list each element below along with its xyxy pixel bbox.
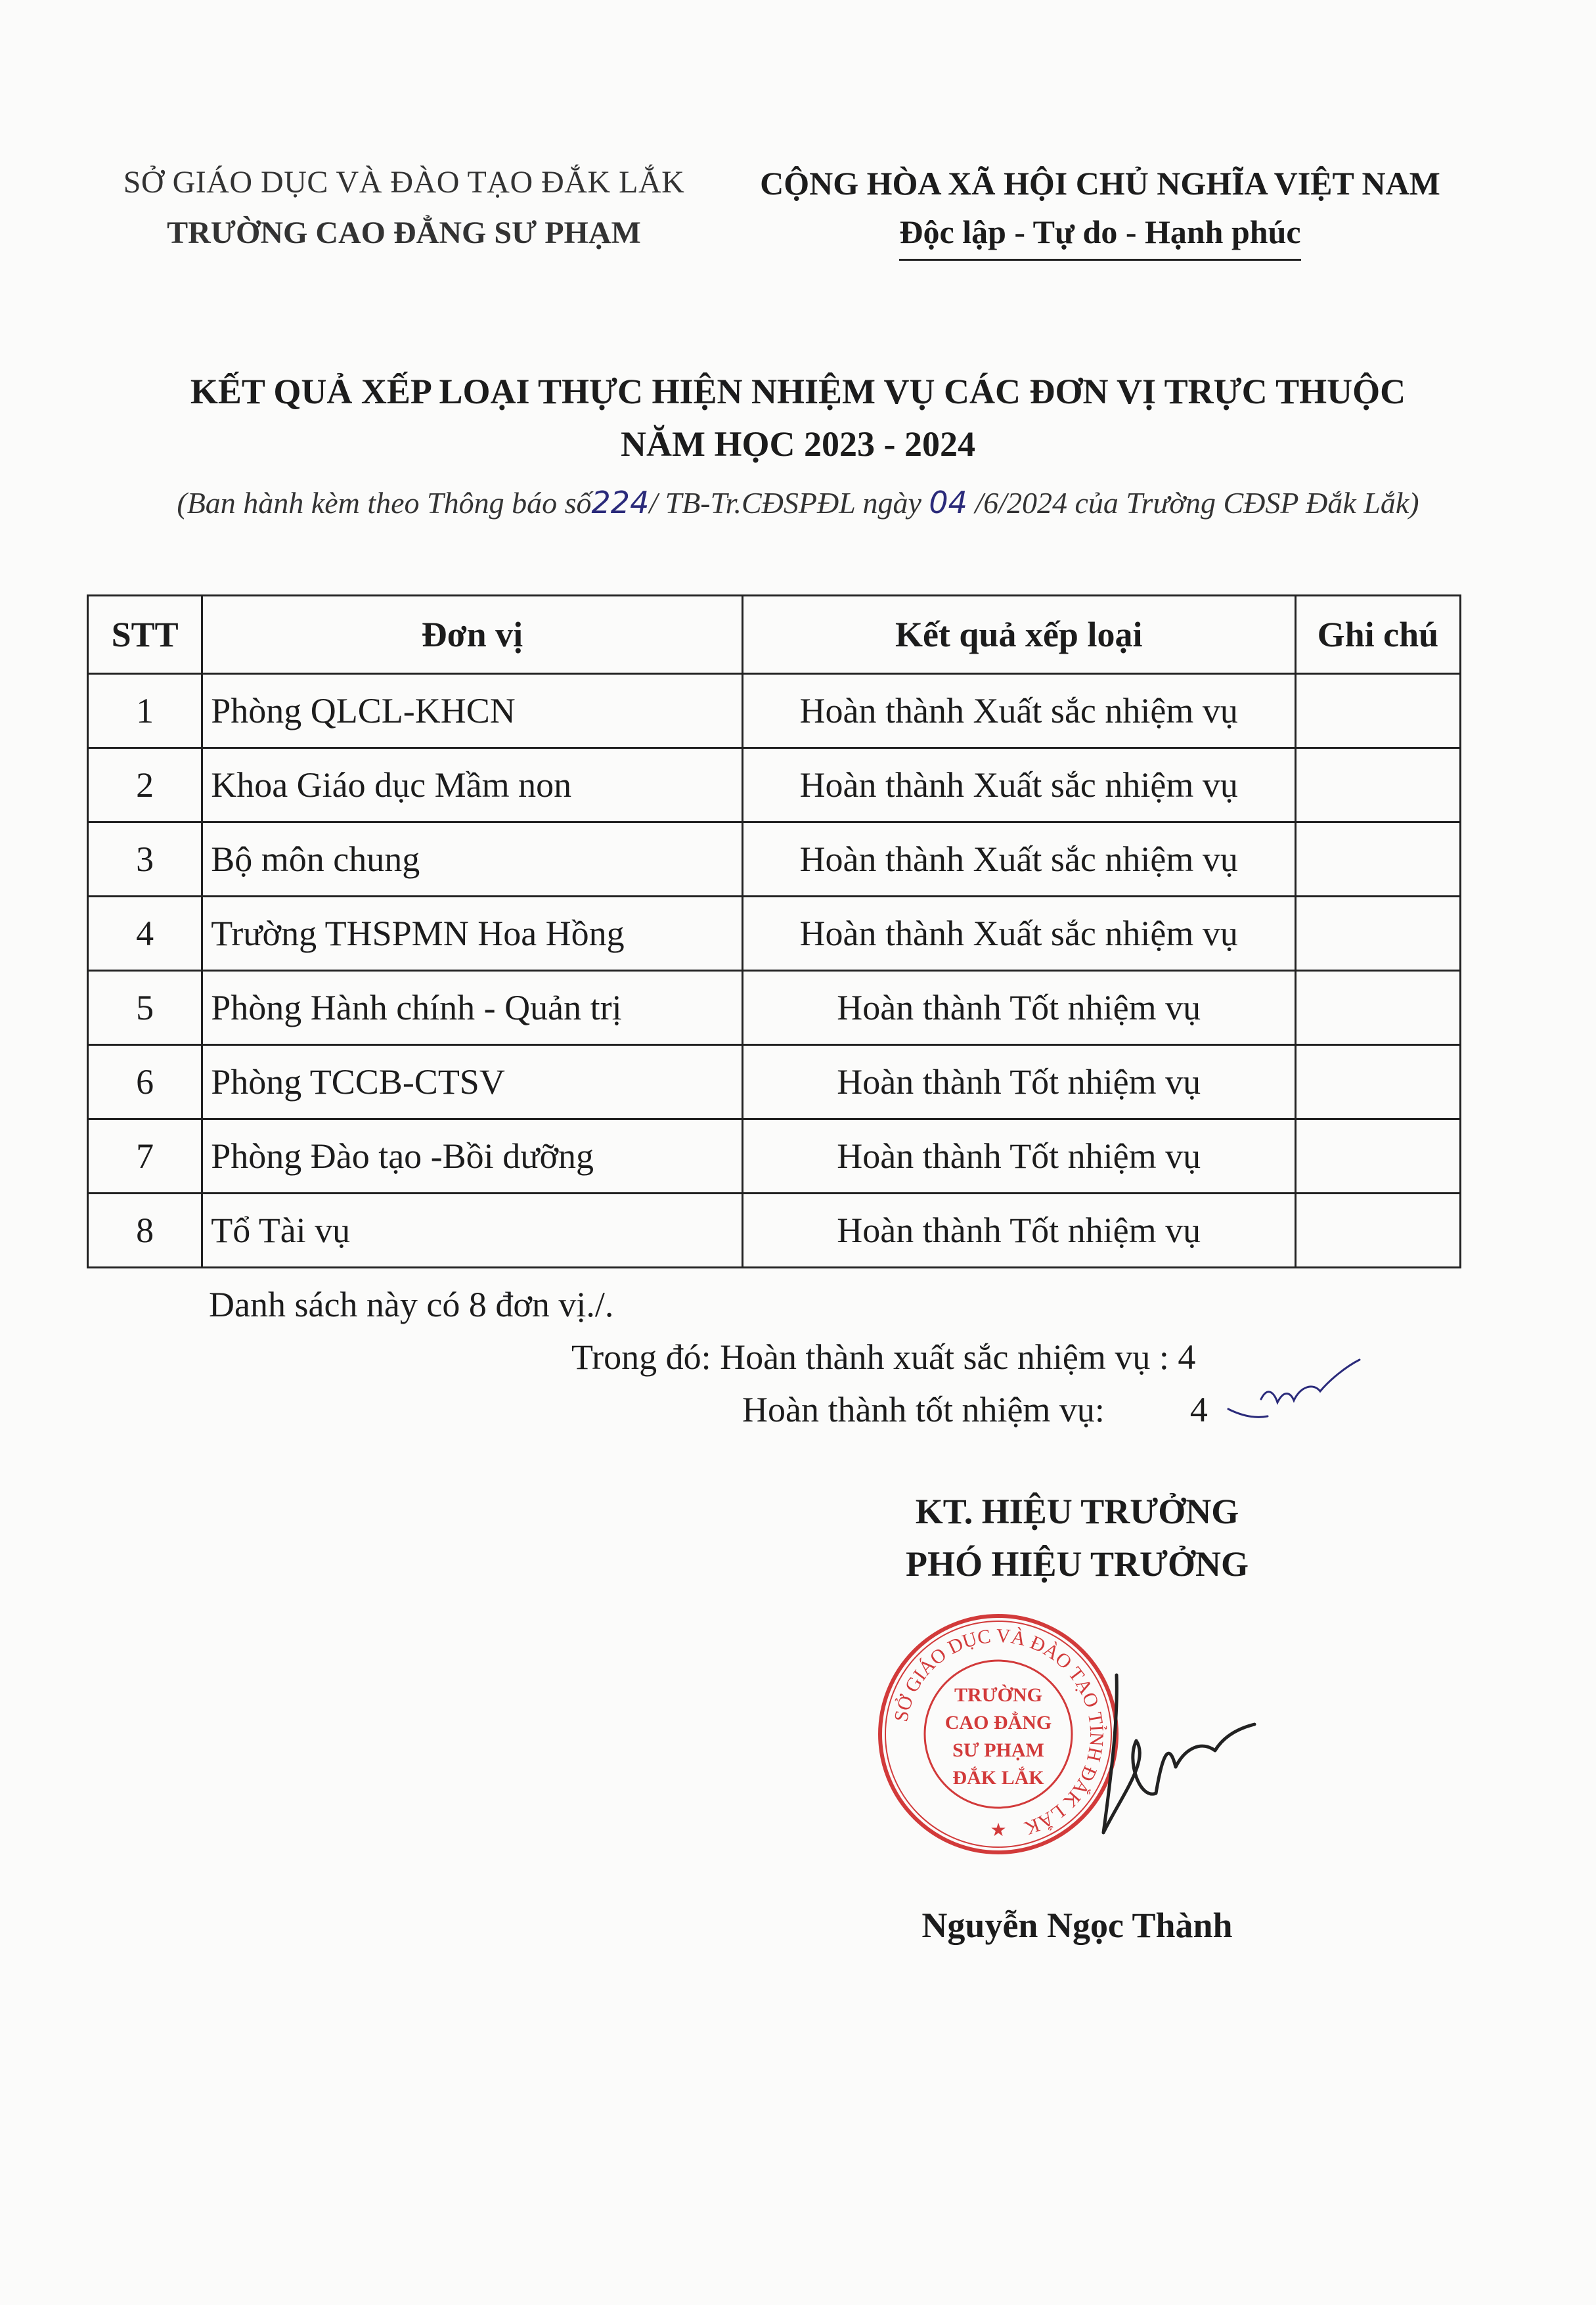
row-unit: Phòng Đào tạo -Bồi dưỡng: [202, 1119, 742, 1194]
header-result: Kết quả xếp loại: [742, 596, 1295, 674]
svg-text:TRƯỜNG: TRƯỜNG: [954, 1684, 1042, 1706]
table-row: [88, 1194, 1461, 1268]
table-header-row: [88, 596, 1461, 674]
document-title: KẾT QUẢ XẾP LOẠI THỰC HIỆN NHIỆM VỤ CÁC ĐƠN VỊ TRỰC THUỘC: [190, 372, 1406, 411]
issuing-authority: [99, 164, 709, 251]
handwritten-signature-icon: [1077, 1662, 1274, 1859]
reference-middle: / TB-Tr.CĐSPĐL ngày: [649, 486, 929, 520]
row-unit: Khoa Giáo dục Mầm non: [202, 748, 742, 822]
header-stt: STT: [88, 596, 202, 674]
row-stt: 1: [88, 674, 202, 748]
row-result: Hoàn thành Xuất sắc nhiệm vụ: [742, 897, 1295, 971]
row-stt: 6: [88, 1045, 202, 1119]
row-note: [1295, 1194, 1460, 1268]
table-row: [88, 748, 1461, 822]
summary-excellent: Trong đó: Hoàn thành xuất sắc nhiệm vụ : 4: [571, 1337, 1196, 1377]
row-unit: Tổ Tài vụ: [202, 1194, 742, 1268]
department-name: SỞ GIÁO DỤC VÀ ĐÀO TẠO ĐẮK LẮK: [123, 165, 685, 200]
summary-good: [742, 1389, 1208, 1430]
header-unit: Đơn vị: [202, 596, 742, 674]
signer-name: Nguyễn Ngọc Thành: [921, 1906, 1233, 1945]
school-name: TRƯỜNG CAO ĐẲNG SƯ PHẠM: [167, 215, 641, 250]
row-note: [1295, 748, 1460, 822]
row-result: Hoàn thành Xuất sắc nhiệm vụ: [742, 674, 1295, 748]
reference-suffix: /6/2024 của Trường CĐSP Đắk Lắk): [967, 486, 1419, 520]
svg-text:SƯ PHẠM: SƯ PHẠM: [952, 1739, 1044, 1761]
row-unit: Trường THSPMN Hoa Hồng: [202, 897, 742, 971]
summary-good-value: 4: [1189, 1390, 1208, 1429]
table-row: [88, 1045, 1461, 1119]
table-row: [88, 1119, 1461, 1194]
header-note: Ghi chú: [1295, 596, 1460, 674]
table-row: [88, 971, 1461, 1045]
results-table: [87, 594, 1461, 1268]
reference-prefix: (Ban hành kèm theo Thông báo số: [177, 486, 592, 520]
svg-text:CAO ĐẲNG: CAO ĐẲNG: [944, 1712, 1052, 1734]
row-note: [1295, 822, 1460, 897]
row-stt: 5: [88, 971, 202, 1045]
document-reference: [0, 485, 1596, 520]
row-stt: 2: [88, 748, 202, 822]
summary-count: Danh sách này có 8 đơn vị./.: [209, 1285, 614, 1324]
signer-title-line1: KT. HIỆU TRƯỞNG: [915, 1492, 1239, 1531]
country-name: CỘNG HÒA XÃ HỘI CHỦ NGHĨA VIỆT NAM: [760, 165, 1440, 202]
row-result: Hoàn thành Tốt nhiệm vụ: [742, 1194, 1295, 1268]
handwritten-initials-icon: [1222, 1353, 1366, 1439]
row-unit: Phòng Hành chính - Quản trị: [202, 971, 742, 1045]
table-row: [88, 897, 1461, 971]
row-result: Hoàn thành Tốt nhiệm vụ: [742, 1119, 1295, 1194]
row-note: [1295, 897, 1460, 971]
row-unit: Phòng TCCB-CTSV: [202, 1045, 742, 1119]
summary-good-label: Hoàn thành tốt nhiệm vụ:: [742, 1390, 1105, 1429]
row-unit: Bộ môn chung: [202, 822, 742, 897]
row-note: [1295, 1119, 1460, 1194]
national-heading: [729, 164, 1471, 261]
svg-text:ĐẮK LẮK: ĐẮK LẮK: [952, 1767, 1044, 1789]
motto: Độc lập - Tự do - Hạnh phúc: [899, 213, 1300, 261]
row-note: [1295, 674, 1460, 748]
row-stt: 7: [88, 1119, 202, 1194]
handwritten-number: 224: [591, 485, 650, 520]
academic-year: NĂM HỌC 2023 - 2024: [621, 424, 975, 464]
row-note: [1295, 971, 1460, 1045]
row-stt: 8: [88, 1194, 202, 1268]
signer-title-line2: PHÓ HIỆU TRƯỞNG: [905, 1544, 1249, 1584]
row-result: Hoàn thành Tốt nhiệm vụ: [742, 1045, 1295, 1119]
row-stt: 4: [88, 897, 202, 971]
svg-text:SỞ GIÁO DỤC VÀ ĐÀO TẠO TỈNH ĐẮ: SỞ GIÁO DỤC VÀ ĐÀO TẠO TỈNH ĐẮK LẮK: [890, 1624, 1108, 1839]
row-result: Hoàn thành Xuất sắc nhiệm vụ: [742, 822, 1295, 897]
table-row: [88, 674, 1461, 748]
table-row: [88, 822, 1461, 897]
row-stt: 3: [88, 822, 202, 897]
row-result: Hoàn thành Xuất sắc nhiệm vụ: [742, 748, 1295, 822]
row-unit: Phòng QLCL-KHCN: [202, 674, 742, 748]
svg-text:★: ★: [990, 1819, 1007, 1841]
handwritten-day: 04: [929, 485, 967, 520]
row-note: [1295, 1045, 1460, 1119]
row-result: Hoàn thành Tốt nhiệm vụ: [742, 971, 1295, 1045]
